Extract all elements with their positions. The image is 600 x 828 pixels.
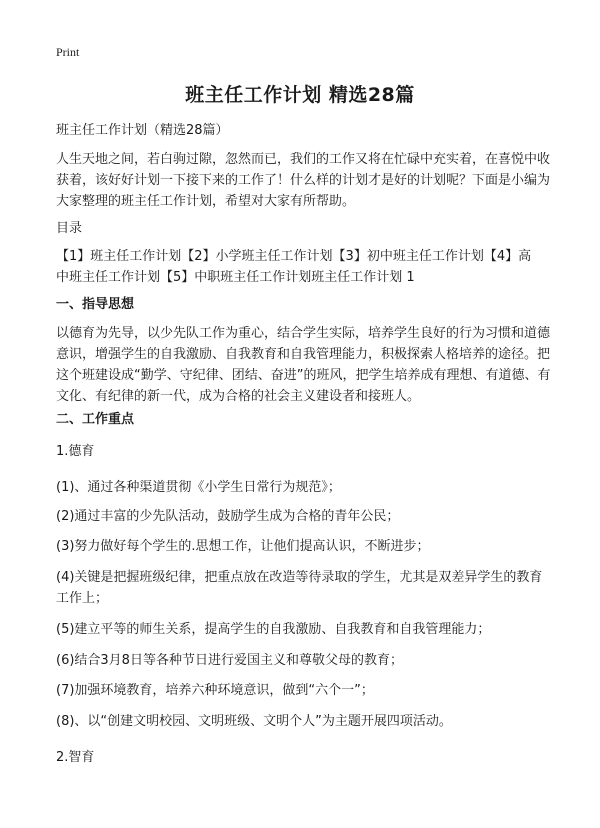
- intro-paragraph: 人生天地之间，若白驹过隙，忽然而已，我们的工作又将在忙碌中充实着，在喜悦中收获着，该好好计划一下接下来的工作了！什么样的计划才是好的计划呢？下面是小编为大家整理的班主任工作计划，希望对大家有所帮助。: [56, 152, 551, 209]
- list-item: (7)加强环境教育，培养六种环境意识，做到“六个一”；: [56, 683, 374, 698]
- list-item: (5)建立平等的师生关系，提高学生的自我激励、自我教育和自我管理能力；: [56, 622, 491, 637]
- list-item: (1)、通过各种渠道贯彻《小学生日常行为规范》；: [56, 480, 341, 495]
- subsection-heading: 2.智育: [56, 750, 95, 765]
- document-subtitle: 班主任工作计划（精选28篇）: [56, 123, 229, 138]
- toc-line: 中班主任工作计划【5】中职班主任工作计划班主任工作计划 1: [56, 270, 415, 285]
- document-title: 班主任工作计划 精选28篇: [185, 84, 415, 106]
- toc-line: 【1】班主任工作计划【2】小学班主任工作计划【3】初中班主任工作计划【4】高: [56, 249, 532, 264]
- table-of-contents: [56, 246, 554, 288]
- list-item: (6)结合3月8日等各种节日进行爱国主义和尊敬父母的教育；: [56, 653, 403, 668]
- subsection-heading: 1.德育: [56, 444, 95, 459]
- list-item: (4)关键是把握班级纪律，把重点放在改造等待录取的学生，尤其是双差异学生的教育工作上；: [56, 570, 543, 606]
- section-heading: 一、指导思想: [56, 297, 135, 312]
- print-label: Print: [56, 45, 80, 59]
- list-item: (3)努力做好每个学生的.思想工作，让他们提高认识，不断进步；: [56, 539, 430, 554]
- section-heading: 二、工作重点: [56, 412, 135, 427]
- toc-label: 目录: [56, 221, 83, 236]
- section-paragraph: 以德育为先导，以少先队工作为重心，结合学生实际，培养学生良好的行为习惯和道德意识，增强学生的自我激励、自我教育和自我管理能力，积极探索人格培养的途径。把这个班建设成“勤学、守纪律、团结、奋进”的班风，把学生培养成有理想、有道德、有文化、有纪律的新一代，成为合格的社会主义建设者和接班人。: [56, 326, 551, 404]
- list-item: (2)通过丰富的少先队活动，鼓励学生成为合格的青年公民；: [56, 509, 400, 524]
- list-item: (8)、以“创建文明校园、文明班级、文明个人”为主题开展四项活动。: [56, 714, 452, 729]
